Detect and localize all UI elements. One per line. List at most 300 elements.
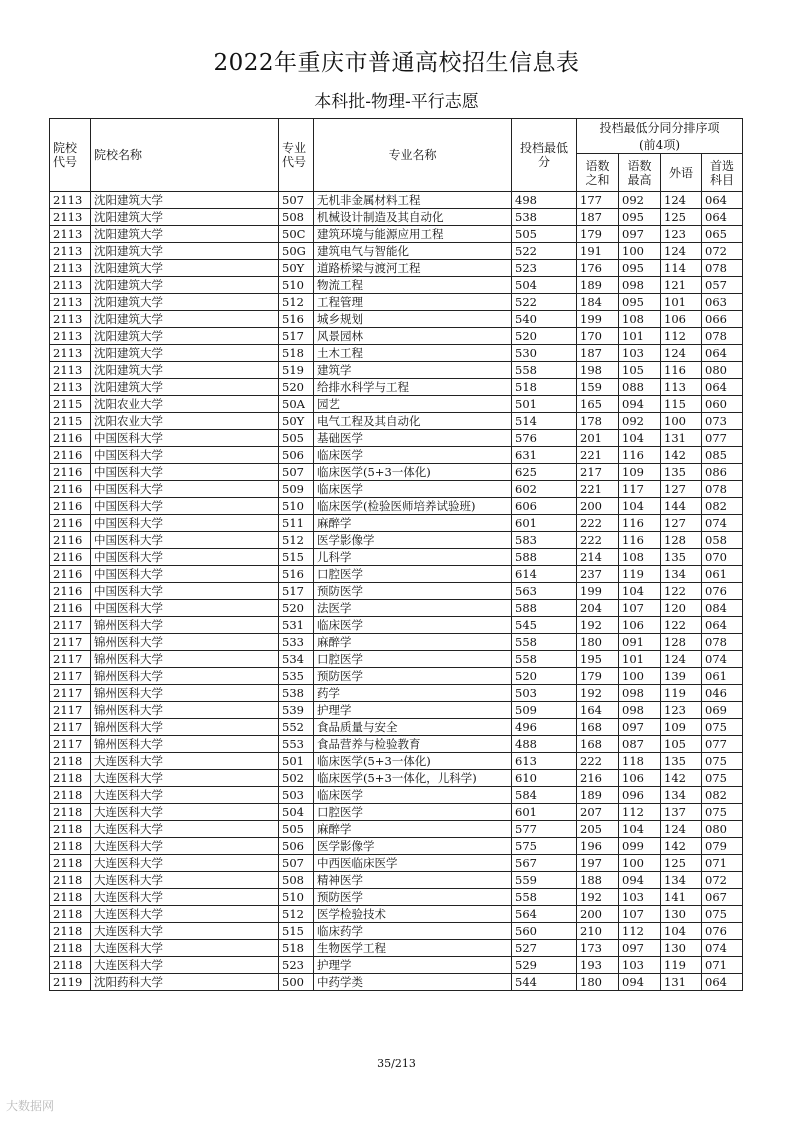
cell-major-code: 50Y [279,260,314,277]
table-row [50,396,743,413]
cell-chinese-math-max: 103 [619,957,661,974]
cell-major-name: 工程管理 [314,294,512,311]
cell-chinese-math-max: 106 [619,617,661,634]
header-tie-group: 投档最低分同分排序项 [577,119,743,138]
cell-min-score: 520 [512,668,577,685]
cell-major-code: 516 [279,311,314,328]
cell-school-name: 锦州医科大学 [91,702,279,719]
table-row [50,447,743,464]
cell-chinese-math-max: 103 [619,345,661,362]
cell-major-name: 临床医学(5+3一体化) [314,464,512,481]
cell-chinese-math-sum: 237 [577,566,619,583]
cell-major-name: 道路桥梁与渡河工程 [314,260,512,277]
cell-school-code: 2118 [50,838,91,855]
cell-school-name: 沈阳建筑大学 [91,192,279,209]
cell-min-score: 514 [512,413,577,430]
cell-major-code: 535 [279,668,314,685]
cell-school-name: 锦州医科大学 [91,719,279,736]
cell-major-code: 515 [279,549,314,566]
cell-major-code: 520 [279,600,314,617]
cell-school-name: 大连医科大学 [91,770,279,787]
cell-foreign-language: 125 [661,209,702,226]
cell-school-code: 2116 [50,532,91,549]
cell-major-code: 510 [279,277,314,294]
cell-chinese-math-sum: 193 [577,957,619,974]
cell-preferred-subject: 076 [702,923,743,940]
cell-major-code: 519 [279,362,314,379]
cell-min-score: 564 [512,906,577,923]
cell-chinese-math-max: 097 [619,719,661,736]
cell-preferred-subject: 084 [702,600,743,617]
cell-foreign-language: 109 [661,719,702,736]
cell-school-code: 2117 [50,702,91,719]
cell-chinese-math-sum: 210 [577,923,619,940]
cell-preferred-subject: 074 [702,515,743,532]
cell-min-score: 558 [512,651,577,668]
cell-min-score: 496 [512,719,577,736]
cell-min-score: 613 [512,753,577,770]
cell-foreign-language: 120 [661,600,702,617]
cell-chinese-math-max: 095 [619,294,661,311]
cell-min-score: 602 [512,481,577,498]
cell-chinese-math-max: 098 [619,702,661,719]
cell-foreign-language: 130 [661,906,702,923]
cell-chinese-math-sum: 184 [577,294,619,311]
cell-major-code: 517 [279,583,314,600]
cell-foreign-language: 141 [661,889,702,906]
cell-school-name: 沈阳农业大学 [91,396,279,413]
cell-min-score: 560 [512,923,577,940]
header-foreign-language: 外语 [661,154,702,192]
cell-major-name: 护理学 [314,702,512,719]
cell-chinese-math-max: 100 [619,855,661,872]
table-row [50,379,743,396]
cell-min-score: 577 [512,821,577,838]
cell-major-code: 517 [279,328,314,345]
cell-min-score: 558 [512,362,577,379]
cell-preferred-subject: 061 [702,668,743,685]
cell-chinese-math-max: 119 [619,566,661,583]
cell-school-name: 中国医科大学 [91,549,279,566]
cell-major-code: 506 [279,838,314,855]
cell-school-name: 沈阳建筑大学 [91,226,279,243]
table-row [50,804,743,821]
table-row [50,906,743,923]
cell-chinese-math-sum: 179 [577,668,619,685]
cell-chinese-math-sum: 164 [577,702,619,719]
cell-preferred-subject: 080 [702,362,743,379]
cell-preferred-subject: 064 [702,974,743,991]
cell-school-name: 大连医科大学 [91,753,279,770]
cell-foreign-language: 119 [661,685,702,702]
cell-chinese-math-sum: 189 [577,277,619,294]
table-row [50,413,743,430]
cell-chinese-math-max: 104 [619,498,661,515]
cell-chinese-math-max: 106 [619,770,661,787]
cell-chinese-math-max: 092 [619,413,661,430]
cell-school-code: 2113 [50,260,91,277]
cell-school-name: 沈阳建筑大学 [91,209,279,226]
cell-school-code: 2116 [50,515,91,532]
cell-chinese-math-max: 099 [619,838,661,855]
cell-min-score: 544 [512,974,577,991]
cell-school-code: 2118 [50,855,91,872]
cell-school-code: 2118 [50,906,91,923]
cell-foreign-language: 142 [661,770,702,787]
cell-chinese-math-max: 116 [619,532,661,549]
cell-school-code: 2117 [50,668,91,685]
cell-school-name: 中国医科大学 [91,481,279,498]
cell-chinese-math-sum: 188 [577,872,619,889]
cell-school-name: 沈阳建筑大学 [91,260,279,277]
cell-major-code: 531 [279,617,314,634]
cell-school-code: 2113 [50,379,91,396]
cell-school-code: 2118 [50,753,91,770]
cell-foreign-language: 144 [661,498,702,515]
cell-major-code: 512 [279,906,314,923]
cell-foreign-language: 130 [661,940,702,957]
cell-foreign-language: 114 [661,260,702,277]
cell-min-score: 522 [512,294,577,311]
cell-school-name: 沈阳建筑大学 [91,311,279,328]
cell-major-name: 麻醉学 [314,821,512,838]
cell-major-code: 553 [279,736,314,753]
table-row [50,566,743,583]
cell-foreign-language: 127 [661,515,702,532]
cell-chinese-math-max: 094 [619,872,661,889]
cell-school-name: 沈阳建筑大学 [91,243,279,260]
cell-preferred-subject: 066 [702,311,743,328]
table-row [50,192,743,209]
cell-school-code: 2113 [50,311,91,328]
cell-school-code: 2113 [50,345,91,362]
cell-chinese-math-sum: 177 [577,192,619,209]
cell-chinese-math-max: 104 [619,821,661,838]
cell-preferred-subject: 073 [702,413,743,430]
table-row [50,209,743,226]
cell-preferred-subject: 077 [702,430,743,447]
cell-major-code: 508 [279,872,314,889]
table-row [50,889,743,906]
cell-foreign-language: 139 [661,668,702,685]
cell-chinese-math-sum: 221 [577,481,619,498]
cell-chinese-math-sum: 180 [577,974,619,991]
cell-chinese-math-sum: 207 [577,804,619,821]
cell-major-code: 511 [279,515,314,532]
cell-preferred-subject: 057 [702,277,743,294]
cell-min-score: 563 [512,583,577,600]
cell-major-code: 518 [279,940,314,957]
cell-preferred-subject: 085 [702,447,743,464]
cell-foreign-language: 100 [661,413,702,430]
cell-chinese-math-sum: 159 [577,379,619,396]
table-row [50,294,743,311]
cell-major-name: 临床医学(5+3一体化) [314,753,512,770]
header-min-score: 投档最低分 [512,119,577,192]
table-row [50,617,743,634]
cell-chinese-math-max: 109 [619,464,661,481]
cell-preferred-subject: 064 [702,192,743,209]
cell-school-name: 中国医科大学 [91,464,279,481]
cell-foreign-language: 135 [661,464,702,481]
cell-min-score: 606 [512,498,577,515]
cell-min-score: 631 [512,447,577,464]
cell-school-code: 2113 [50,243,91,260]
cell-major-code: 533 [279,634,314,651]
cell-chinese-math-sum: 214 [577,549,619,566]
cell-foreign-language: 121 [661,277,702,294]
cell-foreign-language: 124 [661,345,702,362]
table-row [50,923,743,940]
cell-min-score: 601 [512,515,577,532]
cell-chinese-math-max: 108 [619,311,661,328]
cell-school-name: 中国医科大学 [91,447,279,464]
table-row [50,719,743,736]
cell-chinese-math-sum: 168 [577,719,619,736]
cell-school-code: 2113 [50,277,91,294]
cell-major-name: 中西医临床医学 [314,855,512,872]
cell-school-code: 2116 [50,583,91,600]
cell-major-name: 土木工程 [314,345,512,362]
cell-major-code: 510 [279,498,314,515]
cell-chinese-math-max: 096 [619,787,661,804]
cell-major-code: 50Y [279,413,314,430]
cell-school-name: 沈阳建筑大学 [91,294,279,311]
cell-school-code: 2113 [50,209,91,226]
cell-foreign-language: 123 [661,226,702,243]
cell-major-name: 临床医学 [314,617,512,634]
cell-min-score: 576 [512,430,577,447]
table-row [50,787,743,804]
cell-chinese-math-max: 118 [619,753,661,770]
cell-chinese-math-sum: 192 [577,685,619,702]
cell-school-code: 2119 [50,974,91,991]
cell-major-name: 医学影像学 [314,838,512,855]
cell-school-code: 2118 [50,821,91,838]
cell-chinese-math-sum: 197 [577,855,619,872]
page-number: 35/213 [377,1057,416,1070]
cell-major-name: 口腔医学 [314,651,512,668]
cell-preferred-subject: 078 [702,634,743,651]
cell-foreign-language: 105 [661,736,702,753]
cell-chinese-math-sum: 205 [577,821,619,838]
cell-preferred-subject: 069 [702,702,743,719]
cell-chinese-math-sum: 222 [577,753,619,770]
cell-preferred-subject: 071 [702,957,743,974]
cell-foreign-language: 101 [661,294,702,311]
cell-school-code: 2118 [50,957,91,974]
cell-min-score: 559 [512,872,577,889]
cell-school-name: 沈阳建筑大学 [91,345,279,362]
cell-min-score: 540 [512,311,577,328]
table-row [50,277,743,294]
cell-chinese-math-sum: 178 [577,413,619,430]
table-row [50,549,743,566]
cell-foreign-language: 122 [661,617,702,634]
cell-foreign-language: 142 [661,447,702,464]
cell-preferred-subject: 078 [702,481,743,498]
cell-major-name: 药学 [314,685,512,702]
cell-major-name: 临床医学(5+3一体化，儿科学) [314,770,512,787]
table-row [50,634,743,651]
cell-major-name: 临床药学 [314,923,512,940]
table-row [50,260,743,277]
cell-major-code: 507 [279,464,314,481]
cell-chinese-math-max: 097 [619,940,661,957]
cell-major-code: 515 [279,923,314,940]
cell-major-code: 505 [279,430,314,447]
cell-school-name: 中国医科大学 [91,583,279,600]
cell-major-code: 509 [279,481,314,498]
header-chinese-math-max: 语数最高 [619,154,661,192]
cell-min-score: 522 [512,243,577,260]
cell-major-name: 医学检验技术 [314,906,512,923]
cell-min-score: 529 [512,957,577,974]
cell-major-name: 无机非金属材料工程 [314,192,512,209]
cell-chinese-math-sum: 180 [577,634,619,651]
cell-min-score: 538 [512,209,577,226]
page-subtitle: 本科批-物理-平行志愿 [314,92,479,112]
cell-min-score: 520 [512,328,577,345]
cell-chinese-math-sum: 192 [577,889,619,906]
cell-major-name: 生物医学工程 [314,940,512,957]
cell-min-score: 498 [512,192,577,209]
cell-school-code: 2116 [50,498,91,515]
cell-chinese-math-max: 112 [619,804,661,821]
cell-preferred-subject: 075 [702,753,743,770]
cell-major-name: 建筑电气与智能化 [314,243,512,260]
cell-major-name: 精神医学 [314,872,512,889]
cell-preferred-subject: 065 [702,226,743,243]
cell-foreign-language: 131 [661,430,702,447]
cell-major-code: 503 [279,787,314,804]
table-row [50,345,743,362]
cell-major-code: 539 [279,702,314,719]
cell-foreign-language: 124 [661,821,702,838]
cell-major-code: 516 [279,566,314,583]
cell-major-code: 508 [279,209,314,226]
cell-preferred-subject: 082 [702,498,743,515]
cell-chinese-math-sum: 170 [577,328,619,345]
cell-major-name: 法医学 [314,600,512,617]
cell-min-score: 558 [512,889,577,906]
cell-chinese-math-sum: 216 [577,770,619,787]
cell-preferred-subject: 082 [702,787,743,804]
cell-min-score: 488 [512,736,577,753]
cell-school-code: 2117 [50,634,91,651]
cell-school-name: 大连医科大学 [91,957,279,974]
cell-school-name: 中国医科大学 [91,498,279,515]
cell-major-name: 儿科学 [314,549,512,566]
header-major-name: 专业名称 [314,119,512,192]
cell-chinese-math-max: 088 [619,379,661,396]
header-tie-group-note: (前4项) [577,137,743,154]
cell-school-name: 中国医科大学 [91,515,279,532]
table-row [50,362,743,379]
cell-chinese-math-sum: 179 [577,226,619,243]
table-row [50,651,743,668]
cell-school-code: 2115 [50,396,91,413]
cell-major-name: 口腔医学 [314,804,512,821]
cell-major-name: 口腔医学 [314,566,512,583]
cell-major-name: 临床医学 [314,447,512,464]
cell-school-name: 大连医科大学 [91,855,279,872]
cell-foreign-language: 135 [661,753,702,770]
cell-major-code: 552 [279,719,314,736]
cell-major-name: 食品营养与检验教育 [314,736,512,753]
cell-foreign-language: 135 [661,549,702,566]
cell-chinese-math-sum: 196 [577,838,619,855]
cell-chinese-math-sum: 173 [577,940,619,957]
cell-chinese-math-sum: 222 [577,515,619,532]
cell-major-code: 505 [279,821,314,838]
cell-chinese-math-max: 095 [619,209,661,226]
cell-chinese-math-max: 117 [619,481,661,498]
cell-min-score: 509 [512,702,577,719]
header-school-name: 院校名称 [91,119,279,192]
cell-chinese-math-max: 095 [619,260,661,277]
cell-min-score: 545 [512,617,577,634]
cell-min-score: 501 [512,396,577,413]
page-title: 2022年重庆市普通高校招生信息表 [213,50,580,76]
cell-school-code: 2113 [50,294,91,311]
header-preferred-subject: 首选科目 [702,154,743,192]
cell-chinese-math-sum: 187 [577,345,619,362]
cell-school-code: 2118 [50,889,91,906]
cell-preferred-subject: 064 [702,379,743,396]
table-row [50,226,743,243]
cell-preferred-subject: 064 [702,209,743,226]
cell-major-code: 518 [279,345,314,362]
cell-major-name: 建筑学 [314,362,512,379]
cell-major-name: 预防医学 [314,583,512,600]
cell-major-code: 506 [279,447,314,464]
cell-major-code: 50G [279,243,314,260]
cell-foreign-language: 115 [661,396,702,413]
cell-major-code: 512 [279,532,314,549]
table-row [50,872,743,889]
cell-major-code: 504 [279,804,314,821]
cell-major-name: 机械设计制造及其自动化 [314,209,512,226]
cell-major-code: 510 [279,889,314,906]
header-chinese-math-sum: 语数之和 [577,154,619,192]
cell-foreign-language: 124 [661,192,702,209]
cell-major-name: 园艺 [314,396,512,413]
cell-school-name: 锦州医科大学 [91,736,279,753]
table-row [50,600,743,617]
cell-foreign-language: 134 [661,872,702,889]
cell-preferred-subject: 079 [702,838,743,855]
cell-chinese-math-max: 087 [619,736,661,753]
cell-school-code: 2118 [50,770,91,787]
cell-preferred-subject: 075 [702,719,743,736]
cell-major-name: 麻醉学 [314,515,512,532]
cell-chinese-math-sum: 168 [577,736,619,753]
cell-major-name: 建筑环境与能源应用工程 [314,226,512,243]
cell-school-name: 大连医科大学 [91,940,279,957]
cell-chinese-math-sum: 195 [577,651,619,668]
cell-chinese-math-sum: 200 [577,498,619,515]
cell-major-name: 物流工程 [314,277,512,294]
cell-school-name: 大连医科大学 [91,821,279,838]
cell-chinese-math-max: 112 [619,923,661,940]
cell-major-code: 50C [279,226,314,243]
cell-school-code: 2117 [50,651,91,668]
cell-school-name: 锦州医科大学 [91,634,279,651]
cell-preferred-subject: 074 [702,651,743,668]
cell-major-code: 502 [279,770,314,787]
cell-preferred-subject: 086 [702,464,743,481]
